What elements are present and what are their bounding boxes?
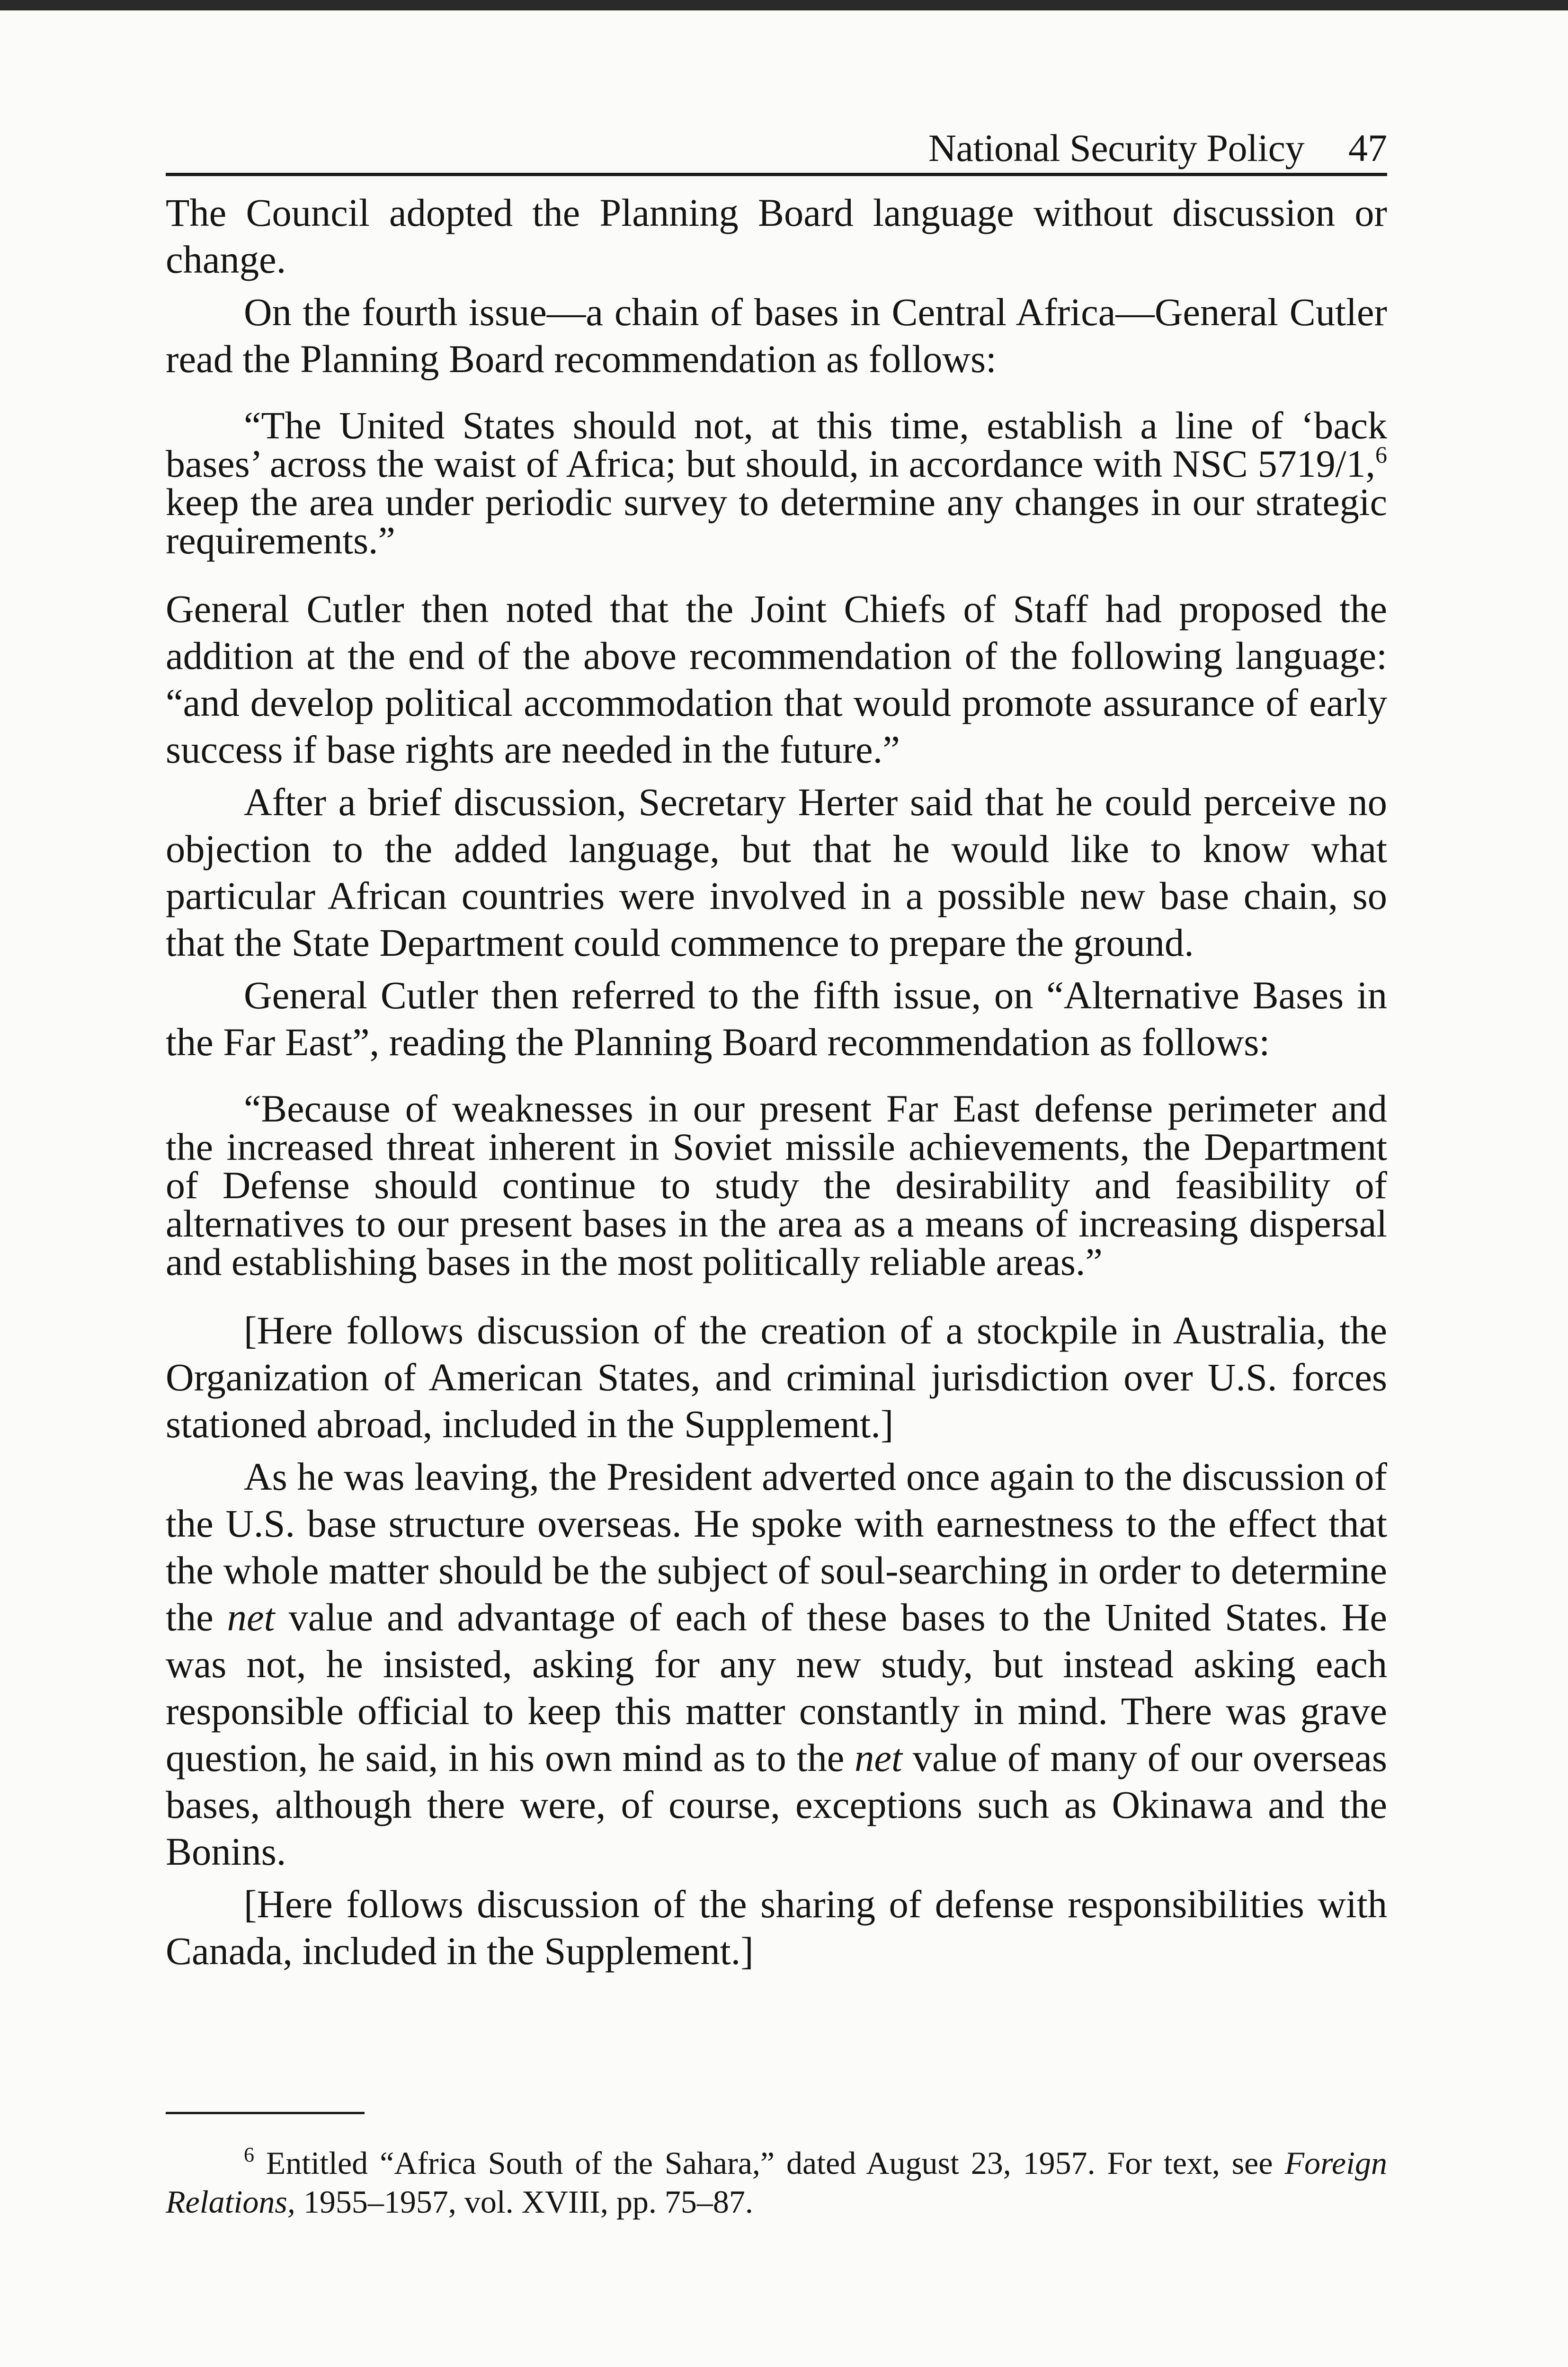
footnote-6 (166, 2144, 1387, 2221)
footnote-title: Foreign Relations, (166, 2145, 1387, 2220)
quote-back-bases (166, 406, 1387, 560)
running-head-title: National Security Policy (928, 126, 1304, 169)
running-head (166, 118, 1387, 176)
emphasis-net-1: net (227, 1595, 275, 1639)
paragraph-president-remarks (166, 1453, 1387, 1875)
paragraph-fourth-issue: On the fourth issue—a chain of bases in Central Africa—General Cutler read the Planning Board recommendation as follows: (166, 290, 1387, 381)
emphasis-net-2: net (855, 1736, 902, 1780)
paragraph-editorial-note-canada: [Here follows discussion of the sharing of defense responsibilities with Canada, included in the Supplement.] (166, 1882, 1387, 1973)
scan-edge-bar (0, 0, 1568, 10)
president-remarks-text-b: value and advantage of each of these bases to the United States. He was not, he insisted, asking for any new study, but instead asking each responsible official to keep this matter constantly in mind. There was grave question, he said, in his own mind as to the (166, 1595, 1387, 1780)
paragraph-herter-response: After a brief discussion, Secretary Herter said that he could perceive no objection to the added language, but that he would like to know what particular African countries were involved in a possible new base chain, so that the State Department could commence to prepare the ground. (166, 780, 1387, 964)
footnote-ref-6: 6 (1375, 441, 1387, 468)
document-page (166, 118, 1387, 2221)
footnote-mark: 6 (244, 2143, 254, 2166)
footnote-text-a: Entitled “Africa South of the Sahara,” dated August 23, 1957. For text, see (254, 2145, 1285, 2181)
quote-far-east-bases: “Because of weaknesses in our present Far East defense perimeter and the increased threat inherent in Soviet missile achievements, the Department of Defense should continue to study the desirability and feasibility of alternatives to our present bases in the area as a means of increasing dispersal and establishing bases in the most politically reliable areas.” (166, 1087, 1387, 1283)
paragraph-jcs-proposal: General Cutler then noted that the Joint Chiefs of Staff had proposed the addition at the end of the above recommendation of the following language: “and develop political accommodation that would promote assurance of early success if base rights are needed in the future.” (166, 587, 1387, 771)
paragraph-council-adopted: The Council adopted the Planning Board language without discussion or change. (166, 191, 1387, 281)
body-text (166, 189, 1387, 1975)
quote-back-bases-text-a: “The United States should not, at this time, establish a line of ‘back bases’ across the waist of Africa; but should, in accordance with NSC 5719/1, (166, 404, 1387, 485)
quote-back-bases-text-b: keep the area under periodic survey to determine any changes in our strategic requirements.” (166, 481, 1387, 562)
footnote-divider (166, 2112, 365, 2114)
president-remarks-text-c: value of many of our overseas bases, although there were, of course, exceptions such as Okinawa and the Bonins. (166, 1736, 1387, 1873)
president-remarks-text-a: As he was leaving, the President adverted once again to the discussion of the U.S. base structure overseas. He spoke with earnestness to the effect that the whole matter should be the subject of soul-searching in order to determine the (166, 1455, 1387, 1639)
paragraph-fifth-issue: General Cutler then referred to the fifth issue, on “Alternative Bases in the Far East”, reading the Planning Board recommendation as follows: (166, 973, 1387, 1064)
footnote-text-b: 1955–1957, vol. XVIII, pp. 75–87. (295, 2184, 753, 2220)
paragraph-editorial-note-australia: [Here follows discussion of the creation of a stockpile in Australia, the Organization of American States, and criminal jurisdiction over U.S. forces stationed abroad, included in the Supplement.] (166, 1308, 1387, 1446)
page-number: 47 (1348, 126, 1387, 169)
